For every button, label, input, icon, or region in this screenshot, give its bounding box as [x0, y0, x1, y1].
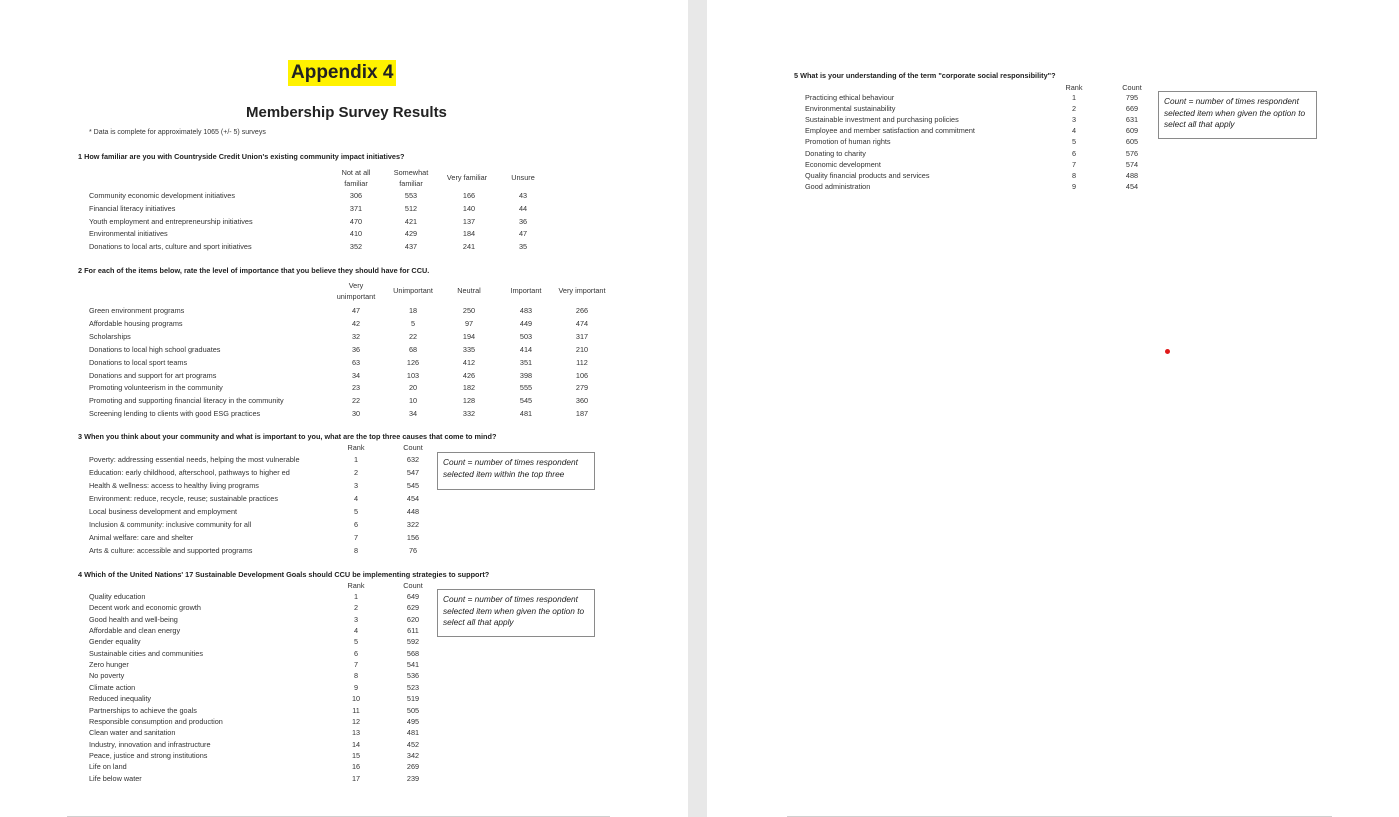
- table-count: 574: [1125, 159, 1139, 169]
- table-count: 495: [406, 716, 420, 726]
- table-row-label: Gender equality: [89, 637, 141, 647]
- table-cell: 137: [462, 216, 476, 226]
- table-row-label: Poverty: addressing essential needs, helping the most vulnerable: [89, 455, 300, 464]
- table-row-label: Environmental initiatives: [89, 229, 168, 239]
- question-1-heading: 1 How familiar are you with Countryside Credit Union's existing community impact initiatives?: [78, 152, 405, 161]
- table-rank: 3: [353, 614, 359, 624]
- table-cell: 474: [575, 318, 589, 328]
- table-cell: 44: [518, 203, 528, 213]
- q2-column-header: Important: [510, 286, 542, 295]
- table-count: 156: [406, 533, 420, 542]
- table-row-label: Employee and member satisfaction and commitment: [805, 126, 975, 136]
- table-cell: 266: [575, 306, 589, 315]
- table-cell: 112: [576, 357, 588, 367]
- table-cell: 317: [575, 331, 589, 341]
- table-cell: 97: [464, 318, 474, 328]
- table-row-label: Responsible consumption and production: [89, 716, 223, 726]
- q2-column-header: Unimportant: [393, 286, 433, 295]
- table-cell: 35: [518, 242, 528, 252]
- table-row-label: Local business development and employment: [89, 507, 238, 516]
- table-cell: 182: [462, 383, 476, 393]
- question-4-rank-header: Rank: [347, 581, 365, 590]
- table-row-label: Climate action: [89, 682, 136, 692]
- table-count: 669: [1125, 104, 1139, 114]
- table-count: 795: [1125, 93, 1139, 102]
- table-cell: 371: [349, 203, 363, 213]
- table-row-label: Promoting and supporting financial literacy in the community: [89, 396, 284, 406]
- table-cell: 426: [462, 370, 476, 380]
- document-page-2: [707, 0, 1399, 817]
- table-row-label: Life on land: [89, 762, 127, 772]
- table-cell: 414: [519, 344, 533, 354]
- q1-column-header: Somewhat familiar: [393, 168, 429, 188]
- table-cell: 449: [519, 318, 533, 328]
- table-cell: 332: [462, 409, 476, 419]
- table-row-label: Affordable housing programs: [89, 318, 183, 328]
- table-count: 629: [406, 603, 420, 613]
- table-row-label: Inclusion & community: inclusive community for all: [89, 520, 252, 529]
- table-rank: 1: [353, 455, 359, 464]
- table-row-label: Education: early childhood, afterschool, pathways to higher ed: [89, 468, 290, 477]
- table-count: 454: [406, 494, 420, 503]
- table-cell: 140: [462, 203, 476, 213]
- table-cell: 30: [351, 409, 361, 419]
- question-3-count-note: Count = number of times respondent selected item within the top three: [437, 452, 595, 490]
- table-count: 239: [406, 773, 420, 783]
- table-cell: 42: [351, 318, 361, 328]
- table-cell: 360: [575, 396, 589, 406]
- table-cell: 398: [519, 370, 533, 380]
- question-3-heading: 3 When you think about your community and what is important to you, what are the top three causes that come to mind?: [78, 432, 497, 441]
- question-4-heading: 4 Which of the United Nations' 17 Sustainable Development Goals should CCU be implementing strategies to support?: [78, 570, 490, 579]
- table-count: 322: [406, 520, 420, 529]
- table-cell: 22: [351, 396, 361, 406]
- table-rank: 8: [1071, 170, 1077, 180]
- table-rank: 9: [353, 682, 359, 692]
- table-cell: 512: [404, 203, 418, 213]
- q1-column-header: Not at all familiar: [341, 168, 371, 188]
- table-row-label: Clean water and sanitation: [89, 728, 176, 738]
- table-row-label: Good health and well-being: [89, 614, 178, 624]
- table-row-label: Health & wellness: access to healthy living programs: [89, 481, 259, 490]
- table-row-label: Environmental sustainability: [805, 104, 896, 114]
- table-cell: 32: [351, 331, 361, 341]
- table-cell: 555: [519, 383, 533, 393]
- report-title: Membership Survey Results: [246, 104, 447, 121]
- table-rank: 1: [353, 592, 359, 601]
- table-rank: 15: [351, 750, 361, 760]
- table-cell: 250: [462, 306, 476, 315]
- table-cell: 279: [575, 383, 589, 393]
- table-cell: 63: [351, 357, 361, 367]
- table-rank: 2: [353, 603, 359, 613]
- table-rank: 2: [353, 468, 359, 477]
- table-row-label: Sustainable cities and communities: [89, 648, 203, 658]
- table-count: 76: [408, 546, 418, 555]
- table-cell: 503: [519, 331, 533, 341]
- table-cell: 36: [351, 344, 361, 354]
- table-cell: 47: [518, 229, 528, 239]
- table-cell: 553: [404, 191, 418, 200]
- table-cell: 483: [519, 306, 533, 315]
- table-count: 649: [406, 592, 420, 601]
- table-cell: 18: [408, 306, 418, 315]
- table-count: 576: [1125, 148, 1139, 158]
- question-4-count-header: Count: [403, 581, 423, 590]
- table-cell: 351: [519, 357, 533, 367]
- table-count: 611: [407, 626, 419, 636]
- table-rank: 12: [351, 716, 361, 726]
- table-count: 620: [406, 614, 420, 624]
- table-row-label: Donations to local arts, culture and sport initiatives: [89, 242, 252, 252]
- table-rank: 4: [353, 494, 359, 503]
- table-cell: 241: [462, 242, 476, 252]
- table-rank: 3: [1071, 115, 1077, 125]
- question-5-count-header: Count: [1122, 83, 1142, 92]
- table-cell: 210: [575, 344, 589, 354]
- table-rank: 13: [351, 728, 361, 738]
- table-rank: 1: [1071, 93, 1077, 102]
- table-cell: 166: [462, 191, 476, 200]
- table-count: 481: [406, 728, 420, 738]
- table-rank: 7: [353, 533, 359, 542]
- table-row-label: Donations and support for art programs: [89, 370, 217, 380]
- table-cell: 194: [462, 331, 476, 341]
- table-rank: 14: [351, 739, 361, 749]
- q1-column-header: Very familiar: [446, 173, 488, 182]
- red-dot-marker: [1165, 349, 1170, 354]
- table-cell: 187: [575, 409, 589, 419]
- table-row-label: Decent work and economic growth: [89, 603, 201, 613]
- table-cell: 47: [351, 306, 361, 315]
- table-cell: 5: [410, 318, 416, 328]
- table-cell: 20: [408, 383, 418, 393]
- table-count: 592: [406, 637, 420, 647]
- table-row-label: Donating to charity: [805, 148, 866, 158]
- table-row-label: Donations to local sport teams: [89, 357, 188, 367]
- table-rank: 4: [353, 626, 359, 636]
- table-cell: 126: [406, 357, 420, 367]
- table-count: 452: [406, 739, 420, 749]
- question-4-count-note: Count = number of times respondent selected item when given the option to select all that apply: [437, 589, 595, 637]
- table-rank: 5: [353, 637, 359, 647]
- table-cell: 481: [519, 409, 533, 419]
- table-rank: 9: [1071, 181, 1077, 191]
- table-cell: 352: [349, 242, 363, 252]
- table-cell: 10: [408, 396, 418, 406]
- table-row-label: Donations to local high school graduates: [89, 344, 221, 354]
- table-row-label: Peace, justice and strong institutions: [89, 750, 208, 760]
- table-row-label: Reduced inequality: [89, 694, 152, 704]
- table-rank: 5: [1071, 137, 1077, 147]
- table-rank: 8: [353, 546, 359, 555]
- table-row-label: Zero hunger: [89, 660, 129, 670]
- q2-column-header: Very unimportant: [336, 281, 376, 301]
- table-row-label: Youth employment and entrepreneurship initiatives: [89, 216, 253, 226]
- table-row-label: Quality education: [89, 592, 146, 601]
- table-row-label: No poverty: [89, 671, 125, 681]
- table-count: 454: [1125, 181, 1139, 191]
- table-cell: 545: [519, 396, 533, 406]
- table-rank: 5: [353, 507, 359, 516]
- q2-column-header: Neutral: [457, 286, 481, 295]
- table-cell: 306: [349, 191, 363, 200]
- table-rank: 7: [1071, 159, 1077, 169]
- table-rank: 6: [353, 520, 359, 529]
- table-cell: 34: [351, 370, 361, 380]
- table-row-label: Good administration: [805, 181, 871, 191]
- question-5-count-note: Count = number of times respondent selected item when given the option to select all that apply: [1158, 91, 1317, 139]
- table-cell: 23: [351, 383, 361, 393]
- table-cell: 103: [406, 370, 420, 380]
- appendix-title: Appendix 4: [288, 60, 396, 86]
- table-row-label: Screening lending to clients with good ESG practices: [89, 409, 261, 419]
- table-count: 547: [406, 468, 420, 477]
- table-rank: 10: [351, 694, 361, 704]
- table-rank: 3: [353, 481, 359, 490]
- table-row-label: Scholarships: [89, 331, 131, 341]
- data-completeness-note: * Data is complete for approximately 1065 (+/- 5) surveys: [89, 129, 266, 136]
- table-row-label: Environment: reduce, recycle, reuse; sustainable practices: [89, 494, 278, 503]
- table-count: 505: [406, 705, 420, 715]
- table-count: 609: [1125, 126, 1139, 136]
- table-row-label: Financial literacy initiatives: [89, 203, 176, 213]
- table-count: 523: [406, 682, 420, 692]
- table-cell: 470: [349, 216, 363, 226]
- table-count: 631: [1125, 115, 1139, 125]
- q1-column-header: Unsure: [511, 173, 535, 182]
- table-cell: 43: [518, 191, 528, 200]
- table-rank: 16: [351, 762, 361, 772]
- table-rank: 6: [1071, 148, 1077, 158]
- table-count: 605: [1125, 137, 1139, 147]
- table-row-label: Partnerships to achieve the goals: [89, 705, 197, 715]
- table-cell: 410: [349, 229, 363, 239]
- table-row-label: Arts & culture: accessible and supported programs: [89, 546, 253, 555]
- table-cell: 437: [404, 242, 418, 252]
- table-row-label: Sustainable investment and purchasing policies: [805, 115, 959, 125]
- table-cell: 106: [575, 370, 589, 380]
- table-rank: 6: [353, 648, 359, 658]
- table-count: 632: [406, 455, 420, 464]
- table-row-label: Affordable and clean energy: [89, 626, 181, 636]
- question-5-heading: 5 What is your understanding of the term "corporate social responsibility"?: [794, 71, 1056, 80]
- table-row-label: Practicing ethical behaviour: [805, 93, 895, 102]
- table-rank: 17: [351, 773, 361, 783]
- table-cell: 128: [462, 396, 476, 406]
- table-row-label: Promotion of human rights: [805, 137, 891, 147]
- table-count: 448: [406, 507, 420, 516]
- table-cell: 429: [404, 229, 418, 239]
- table-row-label: Animal welfare: care and shelter: [89, 533, 194, 542]
- question-5-rank-header: Rank: [1065, 83, 1083, 92]
- table-rank: 4: [1071, 126, 1077, 136]
- table-row-label: Life below water: [89, 773, 142, 783]
- table-count: 536: [406, 671, 420, 681]
- table-cell: 34: [408, 409, 418, 419]
- table-count: 519: [406, 694, 420, 704]
- table-rank: 11: [352, 705, 360, 715]
- table-row-label: Quality financial products and services: [805, 170, 930, 180]
- question-3-count-header: Count: [403, 443, 423, 452]
- table-row-label: Economic development: [805, 159, 881, 169]
- document-page-1: [0, 0, 688, 817]
- table-row-label: Community economic development initiatives: [89, 191, 236, 200]
- table-count: 269: [406, 762, 420, 772]
- table-count: 541: [406, 660, 420, 670]
- table-count: 568: [406, 648, 420, 658]
- table-cell: 421: [404, 216, 418, 226]
- q2-column-header: Very important: [558, 286, 606, 295]
- table-row-label: Promoting volunteerism in the community: [89, 383, 223, 393]
- table-row-label: Green environment programs: [89, 306, 185, 315]
- table-count: 342: [406, 750, 420, 760]
- table-count: 488: [1125, 170, 1139, 180]
- table-cell: 22: [408, 331, 418, 341]
- table-cell: 335: [462, 344, 476, 354]
- question-3-rank-header: Rank: [347, 443, 365, 452]
- table-cell: 36: [518, 216, 528, 226]
- table-rank: 2: [1071, 104, 1077, 114]
- table-cell: 412: [462, 357, 476, 367]
- question-2-heading: 2 For each of the items below, rate the level of importance that you believe they should have for CCU.: [78, 266, 430, 275]
- table-row-label: Industry, innovation and infrastructure: [89, 739, 211, 749]
- table-count: 545: [406, 481, 420, 490]
- table-rank: 8: [353, 671, 359, 681]
- table-cell: 68: [408, 344, 418, 354]
- table-cell: 184: [462, 229, 476, 239]
- table-rank: 7: [353, 660, 359, 670]
